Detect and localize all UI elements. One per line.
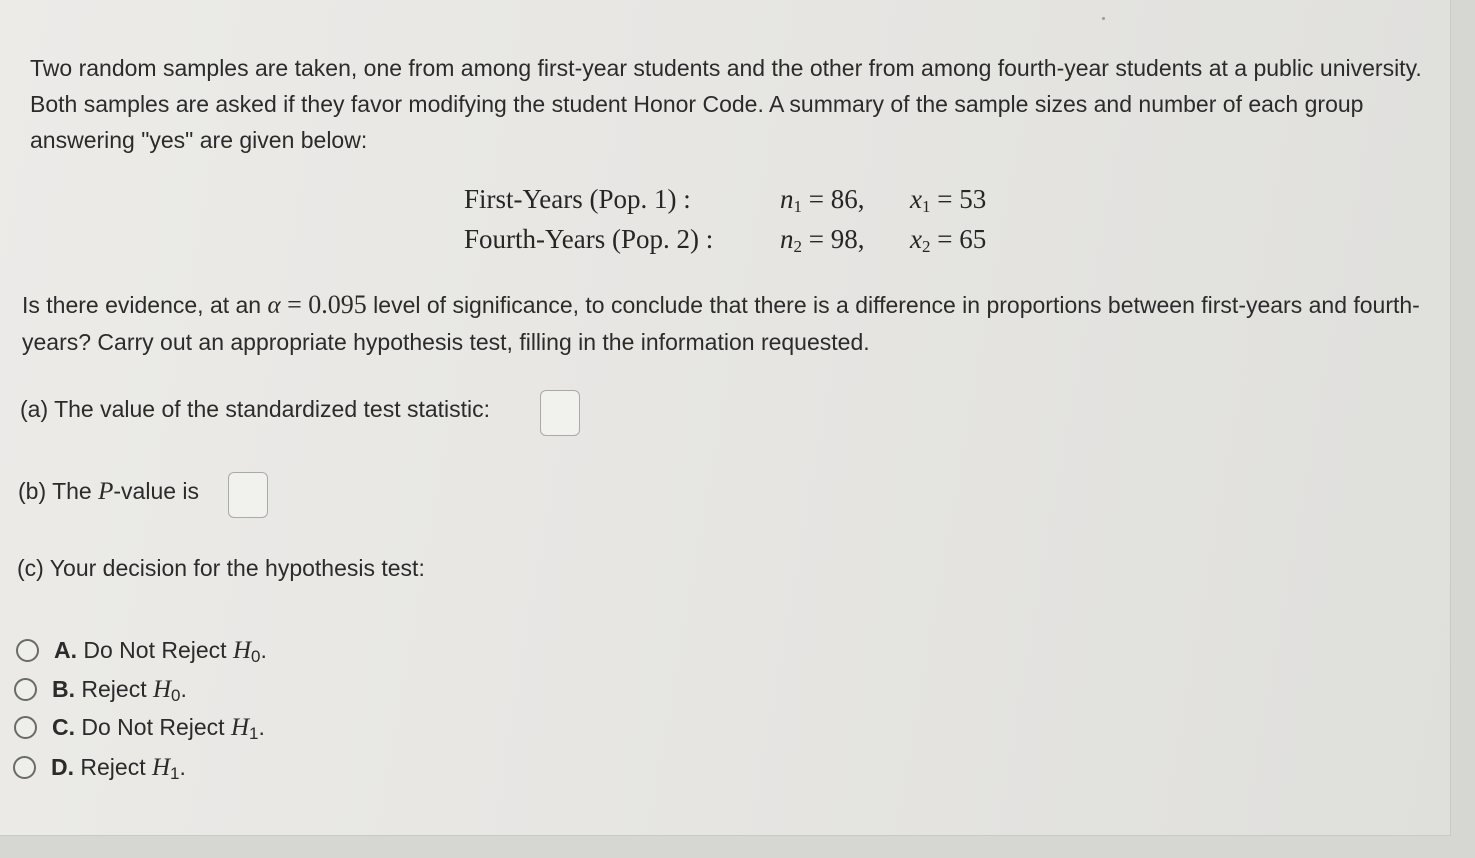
alpha-symbol: α: [267, 292, 281, 319]
problem-intro: Two random samples are taken, one from among first-year students and the other from among fourth-year students at a public university. Both samples are asked if they favor modifying the student Honor Code. A summary of the sample sizes and number of each group answering "yes" are given below:: [30, 55, 1422, 153]
option-label: A. Do Not Reject $H_0$.: [54, 637, 267, 666]
option-label: C. Do Not Reject $H_1$.: [52, 714, 265, 743]
part-a-label: (a) The value of the standardized test statistic:: [20, 396, 491, 422]
data-row-first-years: [464, 181, 1024, 217]
option-label: D. Reject $H_1$.: [51, 754, 186, 783]
alpha-value: = 0.095: [280, 290, 367, 319]
part-b-label: (b) The P-value is: [18, 478, 200, 505]
radio-button[interactable]: [13, 756, 36, 779]
p-value-input[interactable]: [228, 472, 268, 518]
test-statistic-input[interactable]: [540, 390, 580, 436]
row-label: First-Years (Pop. 1) :: [464, 184, 691, 214]
row-label: Fourth-Years (Pop. 2) :: [464, 224, 714, 254]
data-row-fourth-years: [464, 221, 1024, 257]
yes-count: $x_2 = 65$: [910, 224, 987, 256]
problem-question: Is there evidence, at an α = 0.095 level of significance, to conclude that there is a difference in proportions between first-years and fourth-years? Carry out an appropriate hypothesis test, filling in the information requested.: [22, 290, 1420, 355]
speck: [1102, 17, 1105, 20]
yes-count: $x_1 = 53$: [910, 184, 987, 216]
part-c-label: (c) Your decision for the hypothesis test:: [17, 555, 425, 581]
option-label: B. Reject $H_0$.: [52, 676, 187, 705]
sample-size: $n_1 = 86$,: [780, 184, 865, 216]
radio-button[interactable]: [16, 639, 39, 662]
radio-button[interactable]: [14, 716, 37, 739]
sample-size: $n_2 = 98$,: [780, 224, 865, 256]
radio-button[interactable]: [14, 678, 37, 701]
